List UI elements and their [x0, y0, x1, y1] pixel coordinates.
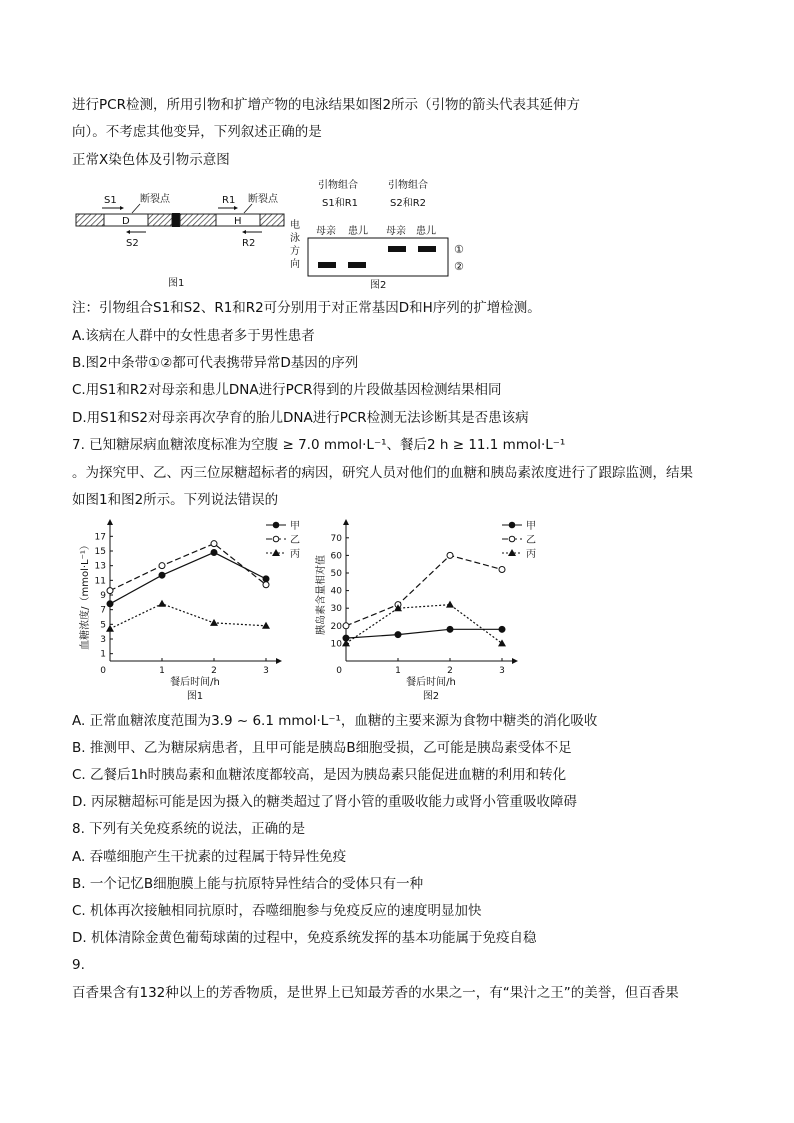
legend-label: 甲 [526, 521, 536, 532]
legend-marker [509, 536, 515, 542]
legend-label: 甲 [290, 521, 300, 532]
chromosome-right-hatch [260, 214, 284, 226]
fig2-caption: 图2 [370, 280, 387, 291]
note-line: 注：引物组合S1和S2、R1和R2可分别用于对正常基因D和H序列的扩增检测。 [72, 300, 541, 316]
series-甲 [343, 520, 536, 641]
dir-char-4: 向 [290, 259, 300, 270]
y-tick-label: 13 [94, 561, 106, 572]
centromere [172, 213, 180, 227]
y-axis-label: 胰岛素含量相对值 [316, 555, 327, 635]
y-tick-label: 17 [94, 532, 106, 543]
group1-sub: S1和R1 [322, 198, 359, 209]
group1-label: 引物组合 [318, 180, 358, 191]
y-axis-arrow [107, 519, 113, 525]
lane-child-1: 患儿 [348, 226, 368, 237]
dir-char-2: 泳 [290, 233, 300, 244]
option-7c: C. 乙餐后1h时胰岛素和血糖浓度都较高，是因为胰岛素只能促进血糖的利用和转化 [72, 767, 567, 783]
data-point [107, 588, 113, 594]
axes [314, 519, 518, 702]
data-point [498, 639, 506, 646]
series-line [346, 605, 502, 644]
series-line [110, 604, 266, 629]
data-point [159, 572, 165, 578]
data-point [211, 549, 217, 555]
group2-label: 引物组合 [388, 180, 428, 191]
option-6b: B.图2中条带①②都可代表携带异常D基因的序列 [72, 355, 359, 371]
gel-box [308, 238, 448, 276]
data-point [210, 619, 218, 626]
data-point [158, 600, 166, 607]
legend-marker [273, 522, 279, 528]
x-tick-label: 3 [263, 666, 269, 676]
data-point [447, 626, 453, 632]
data-point [499, 626, 505, 632]
y-tick-label: 1 [100, 649, 106, 660]
data-point [263, 576, 269, 582]
y-tick-label: 50 [330, 569, 342, 579]
y-axis-label: 血糖浓度/（mmol·L⁻¹） [80, 540, 91, 650]
data-point [499, 566, 505, 572]
band-s1r1-child [348, 262, 366, 268]
x-tick-label: 1 [159, 666, 165, 676]
x-tick-label: 3 [499, 666, 505, 676]
gene-h-label: H [234, 216, 242, 227]
question-stem-line-1: 进行PCR检测，所用引物和扩增产物的电泳结果如图2所示（引物的箭头代表其延伸方 [72, 97, 581, 113]
band-2-label: ② [454, 260, 464, 273]
group2-sub: S2和R2 [390, 198, 427, 209]
data-point [446, 601, 454, 608]
data-point [343, 623, 349, 629]
x-axis-arrow [512, 658, 518, 664]
question-9-stem: 百香果含有132种以上的芳香物质，是世界上已知最芳香的水果之一，有“果汁之王”的美誉，但百香果 [72, 985, 679, 1001]
legend-marker [509, 522, 515, 528]
legend-marker [273, 536, 279, 542]
question-8-stem: 8. 下列有关免疫系统的说法，正确的是 [72, 821, 306, 837]
y-tick-label: 15 [94, 547, 106, 557]
primer-r2-label: R2 [242, 238, 256, 249]
y-tick-label: 7 [100, 605, 106, 616]
lane-mother-2: 母亲 [386, 226, 406, 237]
x-tick-label: 2 [447, 666, 453, 676]
primer-r1-label: R1 [222, 195, 236, 206]
series-乙 [343, 534, 536, 629]
question-7-stem: 7. 已知糖尿病血糖浓度标准为空腹 ≥ 7.0 mmol·L⁻¹、餐后2 h ≥ 11.1 mmol·L⁻¹ [72, 437, 566, 453]
x-tick-label: 1 [395, 666, 401, 676]
data-point [262, 622, 270, 629]
y-tick-label: 70 [330, 533, 342, 544]
option-6a: A.该病在人群中的女性患者多于男性患者 [72, 328, 315, 344]
y-tick-label: 10 [330, 639, 342, 650]
y-tick-label: 60 [330, 551, 342, 562]
data-point [447, 552, 453, 558]
question-9-number: 9. [72, 957, 85, 973]
primer-s1-label: S1 [104, 195, 117, 206]
legend-label: 乙 [290, 535, 300, 546]
data-point [211, 541, 217, 547]
data-point [107, 601, 113, 607]
break-point-1: 断裂点 [140, 194, 170, 205]
x-axis-label: 餐后时间/h [170, 677, 220, 688]
insulin-chart [310, 515, 550, 705]
legend-label: 丙 [526, 549, 536, 560]
chart-caption: 图1 [186, 691, 204, 702]
chromosome-electrophoresis-figure [72, 176, 492, 294]
chromosome-mid2-hatch [180, 214, 216, 226]
x-axis-arrow [276, 658, 282, 664]
question-stem-line-2: 向）。不考虑其他变异，下列叙述正确的是 [72, 124, 322, 140]
option-8a: A. 吞噬细胞产生干扰素的过程属于特异性免疫 [72, 849, 347, 865]
chart-caption: 图2 [422, 691, 440, 702]
series-甲 [107, 520, 300, 607]
lane-mother-1: 母亲 [316, 226, 336, 237]
band-s1r1-mother [318, 262, 336, 268]
legend-label: 乙 [526, 535, 536, 546]
question-7-line-3: 如图1和图2所示。下列说法错误的 [72, 492, 279, 508]
series-乙 [107, 534, 300, 594]
origin-label: 0 [336, 666, 342, 676]
option-6c: C.用S1和R2对母亲和患儿DNA进行PCR得到的片段做基因检测结果相同 [72, 382, 502, 398]
series-line [346, 555, 502, 625]
gene-d-label: D [122, 216, 130, 227]
y-axis-arrow [343, 519, 349, 525]
legend-label: 丙 [290, 549, 300, 560]
dir-char-3: 方 [290, 246, 300, 257]
chromosome-mid-hatch [148, 214, 172, 226]
fig1-caption: 图1 [168, 278, 185, 289]
question-7-line-2: 。为探究甲、乙、丙三位尿糖超标者的病因，研究人员对他们的血糖和胰岛素浓度进行了跟踪监测，结果 [72, 465, 693, 481]
y-tick-label: 5 [100, 620, 106, 631]
y-tick-label: 9 [100, 591, 106, 601]
x-tick-label: 2 [211, 666, 217, 676]
y-tick-label: 40 [330, 586, 342, 597]
series-line [110, 552, 266, 603]
option-8c: C. 机体再次接触相同抗原时，吞噬细胞参与免疫反应的速度明显加快 [72, 903, 482, 919]
series-line [346, 629, 502, 638]
dir-char-1: 电 [290, 220, 300, 231]
data-point [106, 625, 114, 632]
lane-child-2: 患儿 [416, 226, 436, 237]
blood-glucose-chart [74, 515, 314, 705]
figure-title: 正常X染色体及引物示意图 [72, 152, 230, 168]
break-point-2: 断裂点 [248, 194, 278, 205]
band-s2r2-child [418, 246, 436, 252]
chromosome-left-hatch [76, 214, 104, 226]
option-6d: D.用S1和S2对母亲再次孕育的胎儿DNA进行PCR检测无法诊断其是否患该病 [72, 410, 529, 426]
option-7b: B. 推测甲、乙为糖尿病患者，且甲可能是胰岛B细胞受损，乙可能是胰岛素受体不足 [72, 740, 572, 756]
option-8b: B. 一个记忆B细胞膜上能与抗原特异性结合的受体只有一种 [72, 876, 424, 892]
data-point [159, 563, 165, 569]
option-7a: A. 正常血糖浓度范围为3.9 ~ 6.1 mmol·L⁻¹，血糖的主要来源为食物中糖类的消化吸收 [72, 713, 598, 729]
option-8d: D. 机体清除金黄色葡萄球菌的过程中，免疫系统发挥的基本功能属于免疫自稳 [72, 930, 537, 946]
primer-s2-label: S2 [126, 238, 139, 249]
band-1-label: ① [454, 243, 464, 256]
data-point [263, 582, 269, 588]
band-s2r2-mother [388, 246, 406, 252]
x-axis-label: 餐后时间/h [406, 677, 456, 688]
y-tick-label: 11 [94, 576, 106, 587]
y-tick-label: 30 [330, 604, 342, 615]
y-tick-label: 20 [330, 621, 342, 632]
series-丙 [342, 548, 536, 646]
y-tick-label: 3 [100, 635, 106, 645]
data-point [395, 632, 401, 638]
option-7d: D. 丙尿糖超标可能是因为摄入的糖类超过了肾小管的重吸收能力或肾小管重吸收障碍 [72, 794, 577, 810]
origin-label: 0 [100, 666, 106, 676]
